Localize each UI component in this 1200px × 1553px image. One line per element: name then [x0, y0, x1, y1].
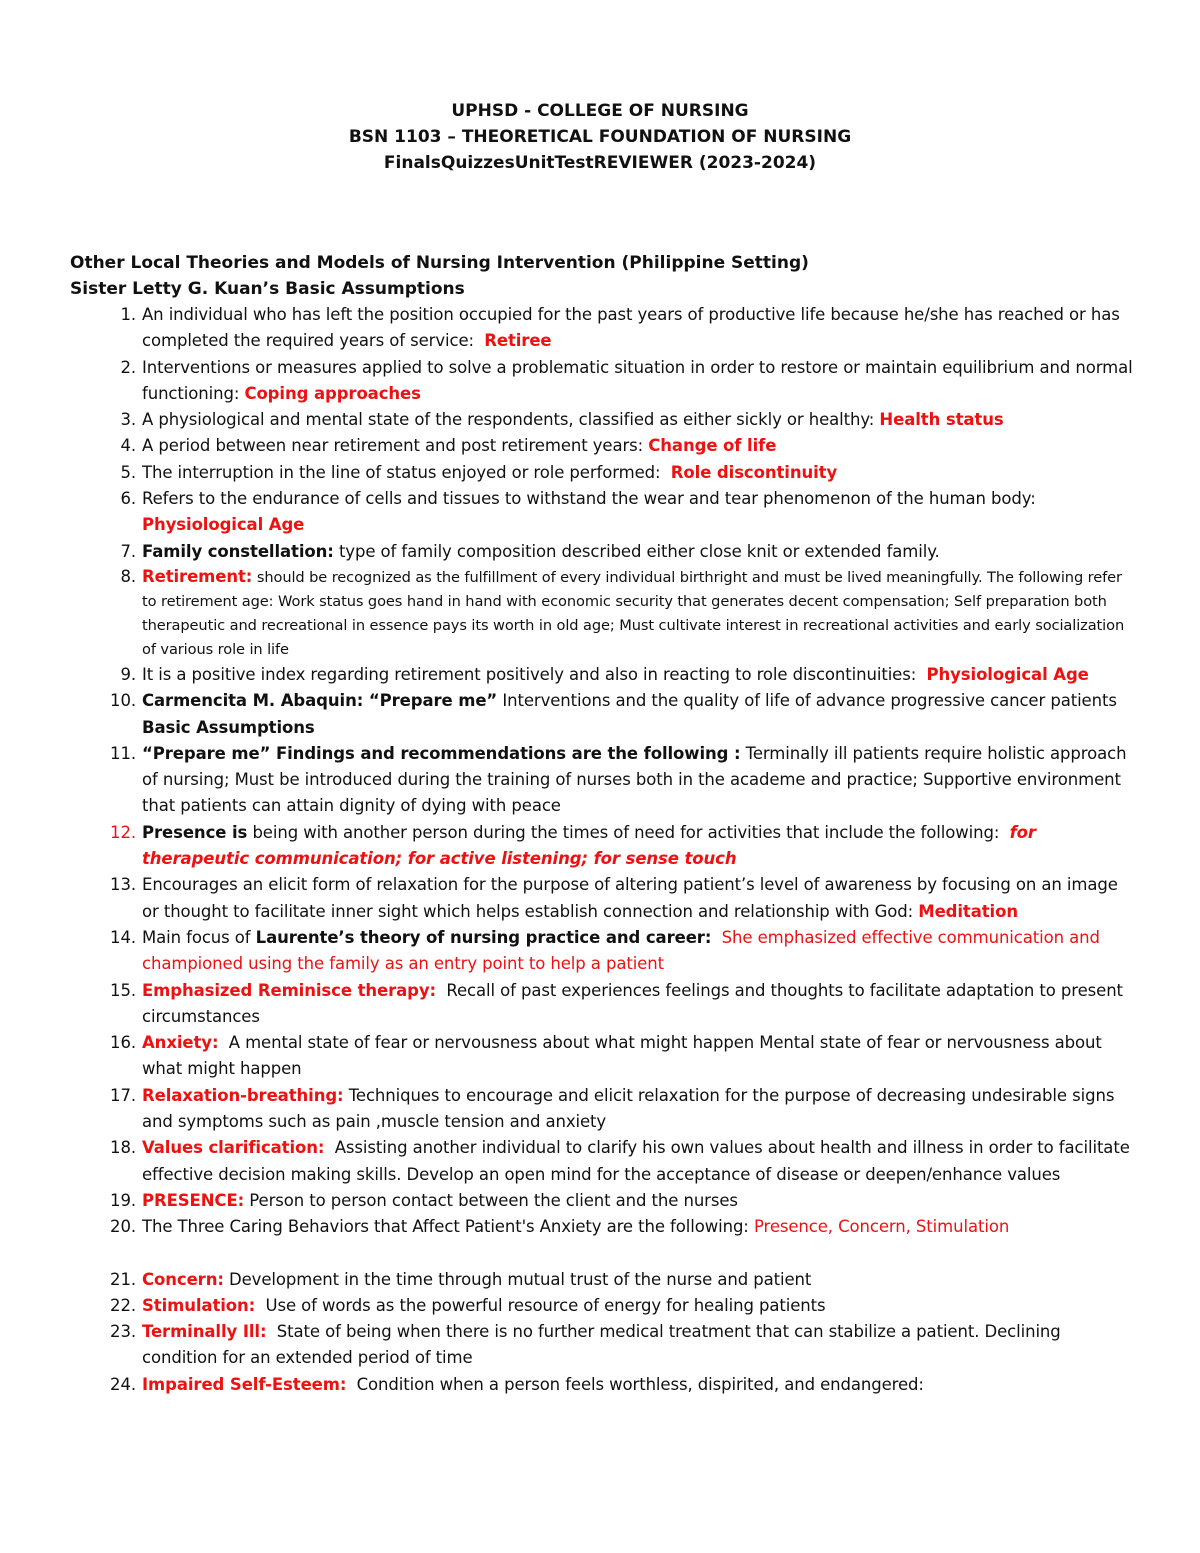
list-item: 16. Anxiety: A mental state of fear or nervousness about what might happen Mental state of fear or nervousness about what might happen	[110, 1033, 1102, 1079]
answer: Physiological Age	[926, 664, 1089, 684]
list-item: 1. An individual who has left the position occupied for the past years of productive life because he/she has reached or has completed the required years of service: Retiree	[120, 305, 1120, 351]
section-subtitle: Sister Letty G. Kuan’s Basic Assumptions	[70, 279, 465, 299]
list-item: 2. Interventions or measures applied to solve a problematic situation in order to restore or maintain equilibrium and normal functioning: Coping approaches	[120, 357, 1133, 403]
list-item: 21. Concern: Development in the time through mutual trust of the nurse and patient	[110, 1269, 812, 1289]
list-item: 7. Family constellation: type of family composition described either close knit or extended family.	[120, 541, 940, 561]
answer: Presence, Concern, Stimulation	[753, 1217, 1010, 1237]
document-header	[0, 98, 1200, 176]
list-item: 8. Retirement: should be recognized as the fulfillment of every individual birthright and must be lived meaningfully. The following refer to retirement age: Work status goes hand in hand with economic security that generates decent compensation; Self preparation both therapeutic and recreational in essence pays its worth in old age; Must cultivate interest in recreational activities and early socialization of various role in life	[120, 566, 1125, 658]
list-item: 19. PRESENCE: Person to person contact between the client and the nurses	[110, 1190, 738, 1210]
answer: Health status	[879, 410, 1004, 430]
term: Terminally Ill:	[142, 1322, 267, 1342]
list-item: 12. Presence is being with another person during the times of need for activities that include the following: for therapeutic communication; for active listening; for sense touch	[110, 822, 1036, 869]
header-school: UPHSD - COLLEGE OF NURSING	[451, 101, 749, 121]
list-item: 11. “Prepare me” Findings and recommendations are the following : Terminally ill patients require holistic approach of nursing; Must be introduced during the training of nurses both in the academe and practice; Supportive environment that patients can attain dignity of dying with peace	[110, 743, 1127, 816]
header-course: BSN 1103 – THEORETICAL FOUNDATION OF NURSING	[348, 127, 852, 147]
section-heading	[70, 250, 1140, 302]
term: Retirement:	[142, 566, 253, 586]
list-item: 4. A period between near retirement and post retirement years: Change of life	[120, 436, 777, 456]
answer: Coping approaches	[244, 383, 421, 403]
term: Stimulation:	[142, 1295, 256, 1315]
term: Anxiety:	[142, 1033, 219, 1053]
term: Impaired Self-Esteem:	[142, 1374, 347, 1394]
list-item: 14. Main focus of Laurente’s theory of nursing practice and career: She emphasized effective communication and championed using the family as an entry point to help a patient	[110, 927, 1100, 974]
term: Family constellation:	[142, 541, 334, 561]
review-item-list	[70, 302, 1134, 1398]
list-item: 15. Emphasized Reminisce therapy: Recall of past experiences feelings and thoughts to facilitate adaptation to present circumstances	[110, 980, 1123, 1026]
answer: She emphasized effective communication and championed using the family as an entry point to help a patient	[142, 927, 1100, 974]
term: Concern:	[142, 1269, 224, 1289]
answer: Meditation	[918, 901, 1018, 921]
term: Values clarification:	[142, 1138, 325, 1158]
term: PRESENCE:	[142, 1190, 245, 1210]
answer: Change of life	[648, 436, 777, 456]
list-item: 6. Refers to the endurance of cells and tissues to withstand the wear and tear phenomenon of the human body: Physiological Age	[120, 489, 1036, 535]
term: “Prepare me” Findings and recommendations are the following :	[142, 743, 741, 763]
list-item: 13. Encourages an elicit form of relaxation for the purpose of altering patient’s level of awareness by focusing on an image or thought to facilitate inner sight which helps establish connection and relationship with God: Meditation	[110, 875, 1118, 921]
list-item: 3. A physiological and mental state of the respondents, classified as either sickly or healthy: Health status	[120, 410, 1004, 430]
list-item: 24. Impaired Self-Esteem: Condition when a person feels worthless, dispirited, and endangered:	[110, 1374, 924, 1394]
header-reviewer-title: FinalsQuizzesUnitTestREVIEWER (2023-2024)	[383, 153, 817, 173]
term: Relaxation-breathing:	[142, 1085, 344, 1105]
list-item: 22. Stimulation: Use of words as the powerful resource of energy for healing patients	[110, 1295, 826, 1315]
answer: for therapeutic communication; for active listening; for sense touch	[142, 822, 1036, 869]
answer: Retiree	[484, 331, 552, 351]
term: Laurente’s theory of nursing practice and career:	[255, 927, 712, 947]
term: Presence is	[142, 822, 248, 842]
term: Carmencita M. Abaquin: “Prepare me”	[142, 691, 498, 711]
list-item: 5. The interruption in the line of status enjoyed or role performed: Role discontinuity	[120, 462, 838, 482]
list-item: 23. Terminally Ill: State of being when there is no further medical treatment that can stabilize a patient. Declining condition for an extended period of time	[110, 1322, 1061, 1368]
list-item: 20. The Three Caring Behaviors that Affect Patient's Anxiety are the following: Presence, Concern, Stimulation	[110, 1217, 1010, 1237]
answer: Role discontinuity	[670, 462, 838, 482]
term: Emphasized Reminisce therapy:	[142, 980, 437, 1000]
list-item: 17. Relaxation-breathing: Techniques to encourage and elicit relaxation for the purpose of decreasing undesirable signs and symptoms such as pain ,muscle tension and anxiety	[110, 1085, 1115, 1132]
answer: Physiological Age	[142, 515, 305, 535]
list-item: 9. It is a positive index regarding retirement positively and also in reacting to role discontinuities: Physiological Age	[120, 664, 1089, 684]
list-item: 18. Values clarification: Assisting another individual to clarify his own values about health and illness in order to facilitate effective decision making skills. Develop an open mind for the acceptance of disease or deepen/enhance values	[110, 1138, 1130, 1184]
list-item: 10. Carmencita M. Abaquin: “Prepare me” Interventions and the quality of life of advance progressive cancer patients Basic Assumptions	[110, 691, 1117, 737]
section-title: Other Local Theories and Models of Nursing Intervention (Philippine Setting)	[70, 253, 809, 273]
